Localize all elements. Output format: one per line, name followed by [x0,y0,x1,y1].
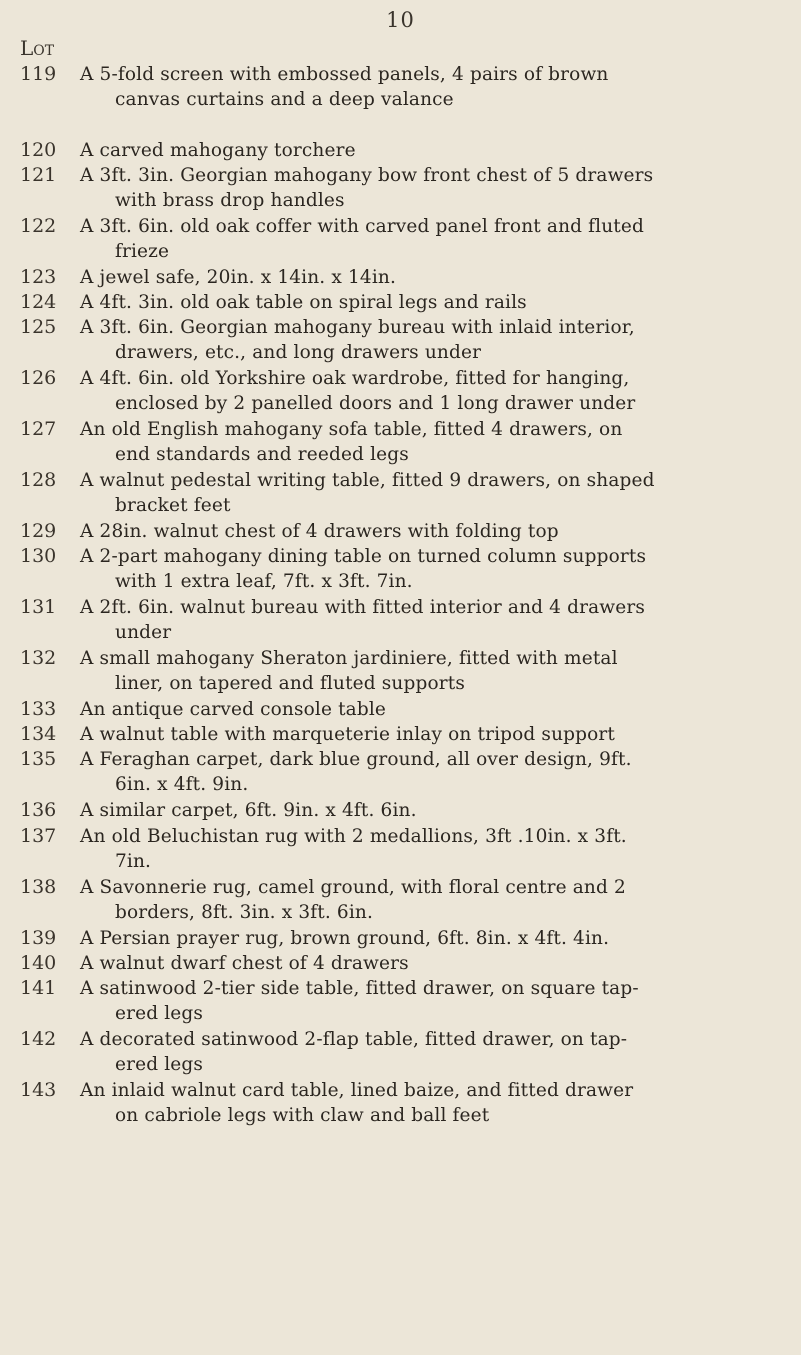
lot-entry [0,798,780,823]
lot-description [80,747,780,797]
lot-entry [0,519,780,544]
lot-description-continuation: liner, on tapered and fluted supports [115,673,465,694]
lot-number: 132 [20,647,57,669]
lot-number: 137 [20,825,57,847]
lot-description-continuation: drawers, etc., and long drawers under [115,342,482,363]
lot-entry [0,951,780,976]
lot-number: 122 [20,215,57,237]
lot-number: 139 [20,927,57,949]
lot-entry [0,163,780,213]
lot-number: 124 [20,291,57,313]
lot-description-line: A 2-part mahogany dining table on turned column supports [80,546,647,567]
lot-entry [0,417,780,467]
lot-number: 131 [20,596,57,618]
lot-description-line: A 4ft. 3in. old oak table on spiral legs and rails [80,292,527,313]
lot-description [80,926,780,951]
lot-entry [0,646,780,696]
lot-description [80,697,780,722]
lot-entry [0,315,780,365]
lot-description-continuation: end standards and reeded legs [115,444,409,465]
lot-description [80,646,780,696]
lot-entry [0,697,780,722]
lot-description-line: An antique carved console table [80,699,387,720]
lot-description-continuation: with brass drop handles [115,190,345,211]
lot-description-continuation: ered legs [115,1054,204,1075]
lot-entry [0,214,780,264]
lot-description [80,798,780,823]
lot-description [80,315,780,365]
lot-description [80,595,780,645]
lot-description [80,163,780,213]
lot-number: 135 [20,748,57,770]
lot-entry [0,468,780,518]
lot-entry [0,595,780,645]
lot-number: 136 [20,799,57,821]
lot-description-continuation: ered legs [115,1003,204,1024]
lot-description-line: A 3ft. 6in. old oak coffer with carved panel front and fluted [80,216,644,237]
lot-number: 133 [20,698,57,720]
lot-description-continuation: on cabriole legs with claw and ball feet [115,1105,490,1126]
lot-description-continuation: 7in. [115,851,152,872]
lot-description-line: An inlaid walnut card table, lined baize, and fitted drawer [80,1080,634,1101]
lot-description [80,214,780,264]
lot-description [80,1027,780,1077]
lot-description [80,417,780,467]
lot-description [80,138,780,163]
lot-description-continuation: with 1 extra leaf, 7ft. x 3ft. 7in. [115,571,413,592]
lot-description [80,875,780,925]
lot-description-continuation: under [115,622,172,643]
lot-entry [0,926,780,951]
lot-description-line: A 4ft. 6in. old Yorkshire oak wardrobe, fitted for hanging, [80,368,630,389]
lot-entry [0,1027,780,1077]
lot-description-line: A Savonnerie rug, camel ground, with floral centre and 2 [80,877,626,898]
lot-number: 127 [20,418,57,440]
lot-description [80,722,780,747]
lot-description-line: A 5-fold screen with embossed panels, 4 pairs of brown [80,64,609,85]
lot-entry [0,290,780,315]
lot-entry [0,138,780,163]
lot-number: 126 [20,367,57,389]
lot-number: 128 [20,469,57,491]
lot-number: 123 [20,266,57,288]
lot-description-line: A Feraghan carpet, dark blue ground, all over design, 9ft. [80,749,632,770]
lot-description-line: A walnut table with marqueterie inlay on tripod support [80,724,615,745]
lot-description-line: A small mahogany Sheraton jardiniere, fitted with metal [80,648,618,669]
lot-number: 119 [20,63,57,85]
lot-description-line: A satinwood 2-tier side table, fitted drawer, on square tap- [80,978,639,999]
lot-entry [0,722,780,747]
lot-entry [0,976,780,1026]
lot-number: 141 [20,977,57,999]
lot-description-line: A decorated satinwood 2-flap table, fitted drawer, on tap- [80,1029,628,1050]
lot-entry [0,1078,780,1128]
lot-description-continuation: canvas curtains and a deep valance [115,89,454,110]
lot-entry [0,875,780,925]
lot-description-line: A similar carpet, 6ft. 9in. x 4ft. 6in. [80,800,417,821]
lot-number: 129 [20,520,57,542]
lot-number: 140 [20,952,57,974]
lot-description-continuation: frieze [115,241,170,262]
lot-description-line: A jewel safe, 20in. x 14in. x 14in. [80,267,396,288]
lot-description [80,366,780,416]
lot-entry [0,366,780,416]
lot-number: 125 [20,316,57,338]
lot-number: 120 [20,139,57,161]
lot-description [80,1078,780,1128]
lot-description-line: An old English mahogany sofa table, fitted 4 drawers, on [80,419,623,440]
lot-number: 143 [20,1079,57,1101]
lot-description [80,976,780,1026]
lot-description-line: A Persian prayer rug, brown ground, 6ft. 8in. x 4ft. 4in. [80,928,610,949]
lot-description-continuation: 6in. x 4ft. 9in. [115,774,249,795]
lot-description-continuation: borders, 8ft. 3in. x 3ft. 6in. [115,902,373,923]
lot-column-heading: Lot [20,36,55,60]
lot-number: 138 [20,876,57,898]
lot-entry [0,544,780,594]
lot-description [80,265,780,290]
lot-description-line: A 3ft. 6in. Georgian mahogany bureau with inlaid interior, [80,317,635,338]
lot-description-line: A 2ft. 6in. walnut bureau with fitted interior and 4 drawers [80,597,645,618]
lot-entry [0,824,780,874]
lot-number: 121 [20,164,57,186]
lot-entry [0,62,780,112]
lot-description-line: An old Beluchistan rug with 2 medallions, 3ft .10in. x 3ft. [80,826,627,847]
lot-description [80,290,780,315]
lot-entry [0,265,780,290]
lot-description-continuation: enclosed by 2 panelled doors and 1 long drawer under [115,393,636,414]
lot-description [80,544,780,594]
page-number: 10 [386,8,415,32]
lot-description-line: A carved mahogany torchere [80,140,356,161]
lot-description [80,519,780,544]
lot-description [80,824,780,874]
lot-entry [0,747,780,797]
lot-number: 134 [20,723,57,745]
lot-description [80,468,780,518]
lot-description [80,62,780,112]
lot-number: 130 [20,545,57,567]
lot-description-line: A walnut dwarf chest of 4 drawers [80,953,409,974]
lot-description-line: A 3ft. 3in. Georgian mahogany bow front chest of 5 drawers [80,165,654,186]
lot-description-line: A 28in. walnut chest of 4 drawers with folding top [80,521,559,542]
lot-number: 142 [20,1028,57,1050]
lot-description [80,951,780,976]
lot-description-line: A walnut pedestal writing table, fitted 9 drawers, on shaped [80,470,655,491]
lot-description-continuation: bracket feet [115,495,231,516]
